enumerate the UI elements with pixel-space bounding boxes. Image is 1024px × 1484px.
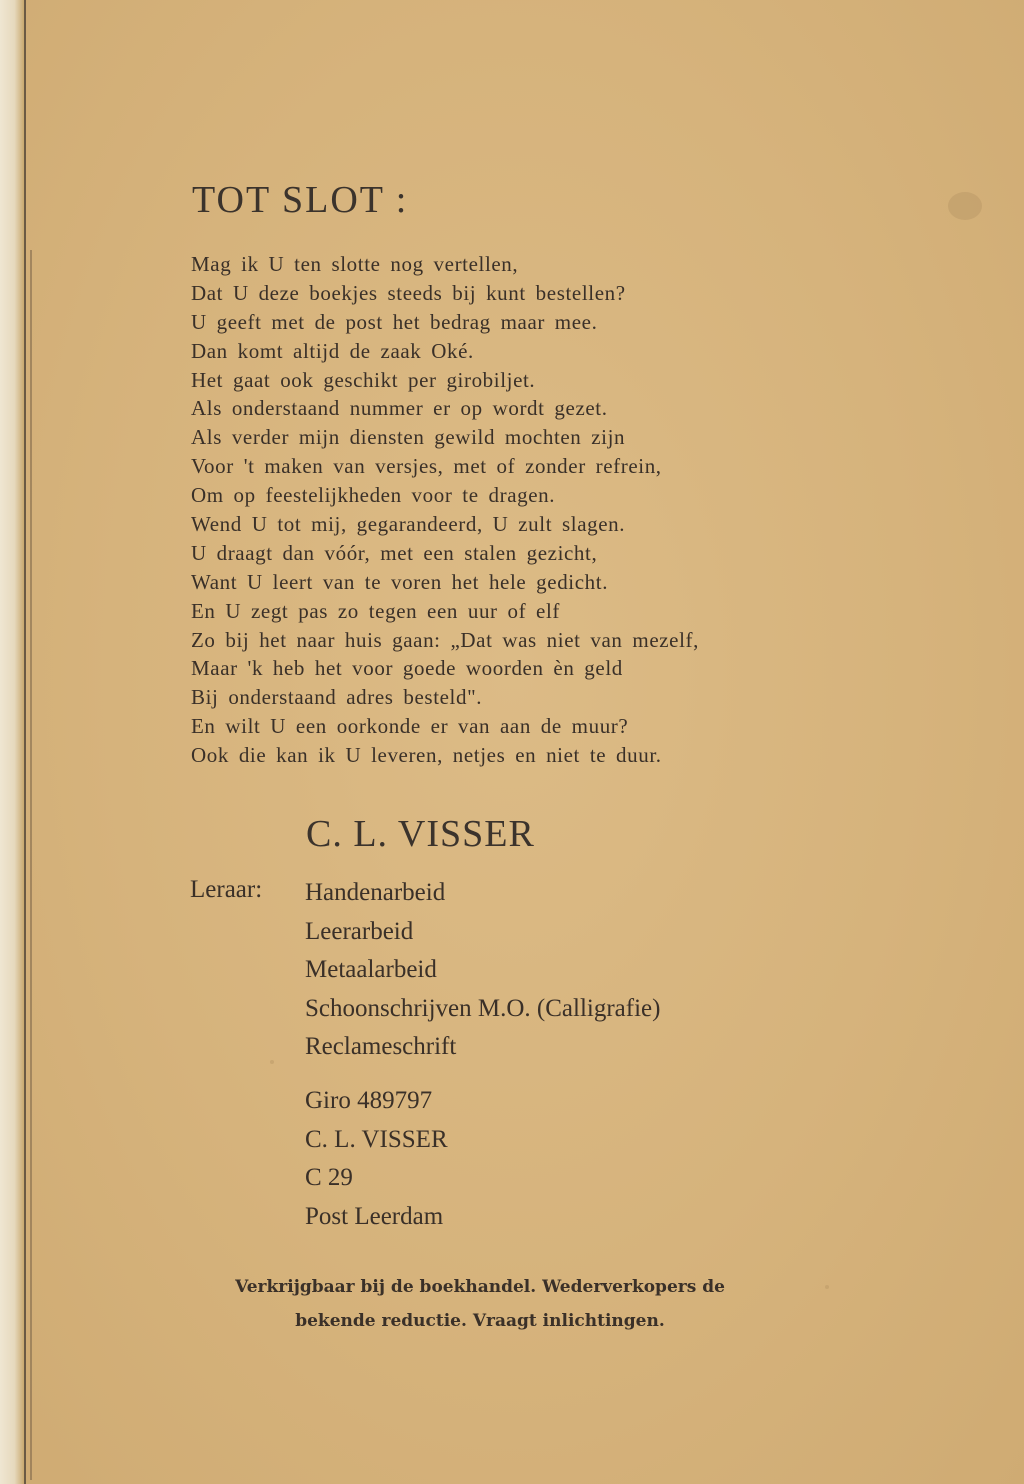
- poem-line: Bij onderstaand adres besteld".: [191, 685, 483, 710]
- footer-line: bekende reductie. Vraagt inlichtingen.: [295, 1311, 665, 1331]
- poem-line: En U zegt pas zo tegen een uur of elf: [191, 598, 560, 623]
- poem-line: U draagt dan vóór, met een stalen gezicht,: [191, 540, 598, 565]
- paper-speck: [825, 1285, 829, 1289]
- poem: [191, 250, 699, 770]
- poem-line: Voor 't maken van versjes, met of zonder refrein,: [191, 454, 662, 479]
- poem-line: Als verder mijn diensten gewild mochten zijn: [191, 425, 626, 450]
- poem-line: Als onderstaand nummer er op wordt gezet.: [191, 396, 608, 421]
- address-line: Giro 489797: [305, 1087, 433, 1114]
- footer-line: Verkrijgbaar bij de boekhandel. Wederverkopers de: [235, 1277, 725, 1297]
- poem-line: Het gaat ook geschikt per girobiljet.: [191, 367, 536, 392]
- address-line: C. L. VISSER: [305, 1125, 448, 1153]
- paper-stain: [948, 192, 982, 220]
- footer-note: [180, 1270, 780, 1338]
- poem-line: Om op feestelijkheden voor te dragen.: [191, 483, 556, 508]
- poem-line: Mag ik U ten slotte nog vertellen,: [191, 252, 519, 276]
- poem-line: Zo bij het naar huis gaan: „Dat was niet van mezelf,: [191, 627, 699, 652]
- subject-item: Schoonschrijven M.O. (Calligrafie): [305, 994, 661, 1022]
- spine-shadow-line: [30, 250, 32, 1480]
- subject-item: Leerarbeid: [305, 917, 414, 945]
- paper-speck: [270, 1060, 274, 1064]
- address-block: [305, 1082, 448, 1236]
- book-spine-edge: [0, 0, 26, 1484]
- poem-line: Dan komt altijd de zaak Oké.: [191, 338, 474, 363]
- poem-line: U geeft met de post het bedrag maar mee.: [191, 309, 598, 334]
- role-label: Leraar:: [190, 876, 263, 903]
- subject-item: Handenarbeid: [305, 879, 446, 906]
- poem-line: En wilt U een oorkonde er van aan de muur?: [191, 714, 629, 739]
- poem-line: Dat U deze boekjes steeds bij kunt bestellen?: [191, 280, 626, 305]
- address-line: Post Leerdam: [305, 1202, 444, 1230]
- poem-line: Want U leert van te voren het hele gedicht.: [191, 569, 609, 594]
- poem-line: Maar 'k heb het voor goede woorden èn geld: [191, 656, 623, 681]
- subject-item: Reclameschrift: [305, 1033, 457, 1060]
- poem-line: Wend U tot mij, gegarandeerd, U zult slagen.: [191, 512, 626, 537]
- page-title: TOT SLOT :: [192, 179, 409, 221]
- author-name: C. L. VISSER: [306, 813, 535, 855]
- subject-item: Metaalarbeid: [305, 956, 437, 983]
- poem-line: Ook die kan ik U leveren, netjes en niet te duur.: [191, 743, 662, 768]
- address-line: C 29: [305, 1164, 353, 1191]
- subject-list: [305, 874, 660, 1067]
